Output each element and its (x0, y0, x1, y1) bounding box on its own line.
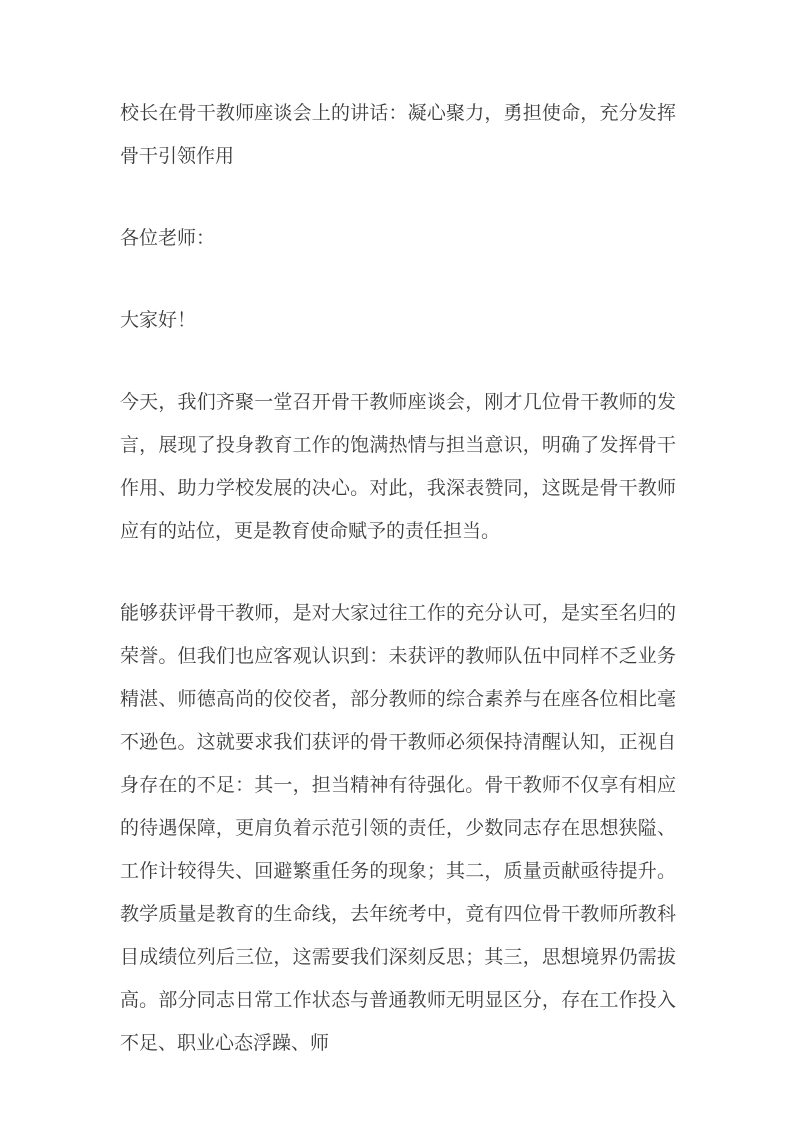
paragraph-body: 能够获评骨干教师，是对大家过往工作的充分认可，是实至名归的荣誉。但我们也应客观认识到：未获评的教师队伍中同样不乏业务精湛、师德高尚的佼佼者，部分教师的综合素养与在座各位相比毫不逊色。这就要求我们获评的骨干教师必须保持清醒认知，正视自身存在的不足：其一，担当精神有待强化。骨干教师不仅享有相应的待遇保障，更肩负着示范引领的责任，少数同志存在思想狭隘、工作计较得失、回避繁重任务的现象；其二，质量贡献亟待提升。教学质量是教育的生命线，去年统考中，竟有四位骨干教师所教科目成绩位列后三位，这需要我们深刻反思；其三，思想境界仍需拔高。部分同志日常工作状态与普通教师无明显区分，存在工作投入不足、职业心态浮躁、师 (120, 603, 676, 1054)
greeting: 大家好！ (120, 310, 197, 331)
salutation: 各位老师： (120, 228, 216, 249)
document-title: 校长在骨干教师座谈会上的讲话：凝心聚力，勇担使命，充分发挥骨干引领作用 (120, 103, 676, 167)
paragraph-intro: 今天，我们齐聚一堂召开骨干教师座谈会，刚才几位骨干教师的发言，展现了投身教育工作的饱满热情与担当意识，明确了发挥骨干作用、助力学校发展的决心。对此，我深表赞同，这既是骨干教师应有的站位，更是教育使命赋予的责任担当。 (120, 392, 676, 542)
